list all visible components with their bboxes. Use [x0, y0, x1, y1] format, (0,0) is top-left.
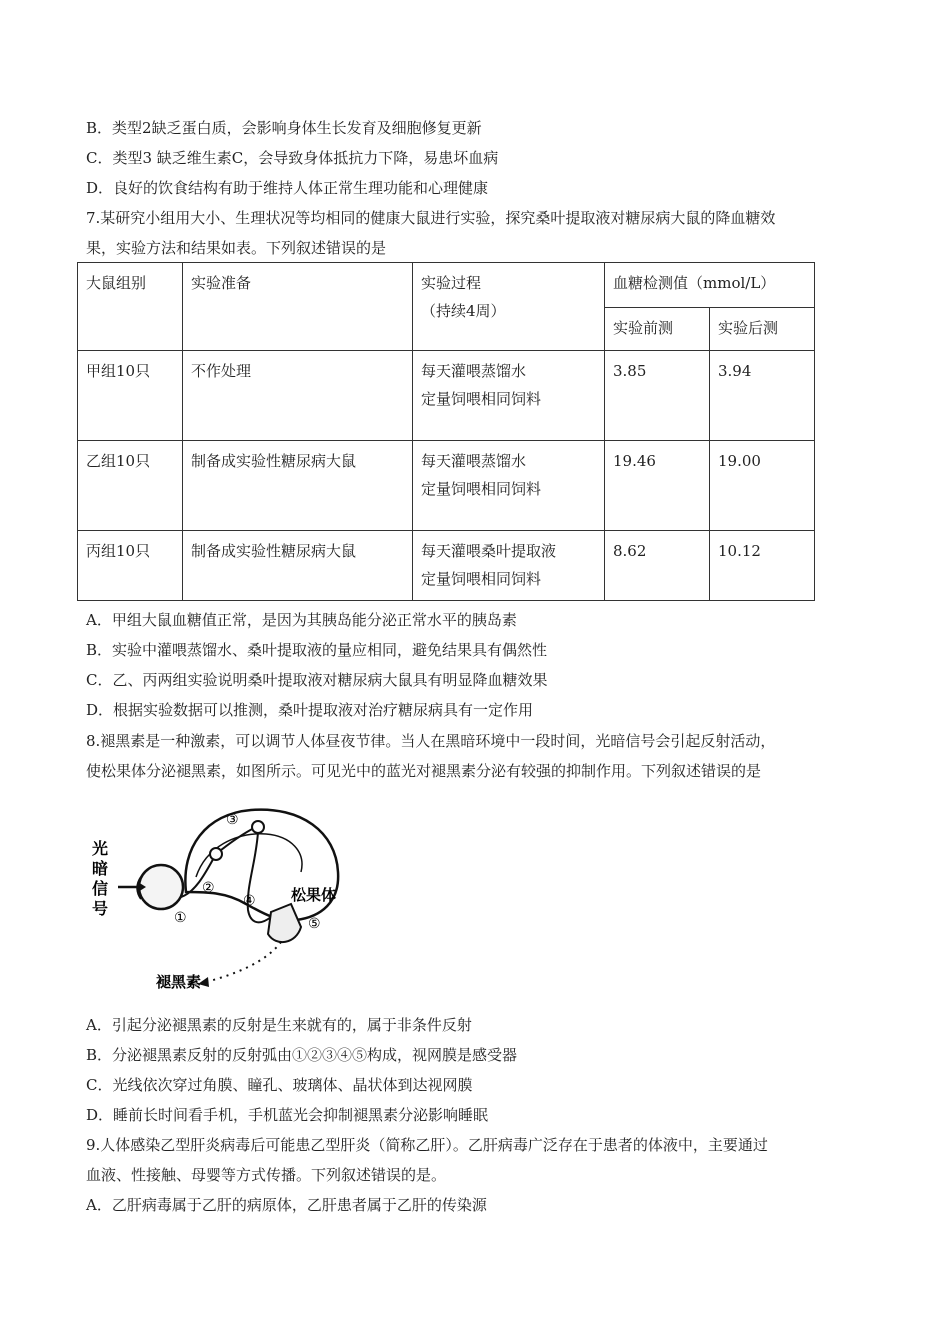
- q7-stem-line2: 果，实验方法和结果如表。下列叙述错误的是: [86, 239, 387, 257]
- cell-process-line1: 每天灌喂桑叶提取液: [421, 542, 557, 560]
- table-row: [78, 351, 815, 441]
- q8-option-a: A．引起分泌褪黑素的反射是生来就有的，属于非条件反射: [86, 1016, 472, 1034]
- header-process-note: （持续4周）: [421, 302, 506, 320]
- q9-stem-line1: 9.人体感染乙型肝炎病毒后可能患乙型肝炎（简称乙肝）。乙肝病毒广泛存在于患者的体液中，主要通过: [86, 1136, 768, 1154]
- reflex-diagram: [86, 792, 356, 1002]
- cell-prep: 制备成实验性糖尿病大鼠: [183, 441, 413, 531]
- table-row: [78, 441, 815, 531]
- label-3: ③: [226, 812, 239, 828]
- cell-process-line2: 定量饲喂相同饲料: [421, 390, 542, 408]
- cell-group: 丙组10只: [78, 531, 183, 601]
- q7-option-c: C．乙、丙两组实验说明桑叶提取液对糖尿病大鼠具有明显降血糖效果: [86, 671, 548, 689]
- cell-process: [413, 441, 605, 531]
- header-group: 大鼠组别: [78, 263, 183, 351]
- cell-process-line2: 定量饲喂相同饲料: [421, 570, 542, 588]
- cell-process: [413, 351, 605, 441]
- q7-stem-line1: 7.某研究小组用大小、生理状况等均相同的健康大鼠进行实验，探究桑叶提取液对糖尿病大鼠的降血糖效: [86, 209, 776, 227]
- cell-prep: 制备成实验性糖尿病大鼠: [183, 531, 413, 601]
- cell-process-line2: 定量饲喂相同饲料: [421, 480, 542, 498]
- pineal-body-shape: [268, 904, 301, 942]
- melatonin-reflex-figure: [86, 792, 356, 1002]
- cell-group: 甲组10只: [78, 351, 183, 441]
- signal-char-2: 暗: [92, 859, 109, 878]
- cell-process-line1: 每天灌喂蒸馏水: [421, 362, 527, 380]
- signal-char-3: 信: [92, 879, 109, 898]
- melatonin-trail: [206, 942, 281, 982]
- table-header-row: [78, 263, 815, 308]
- label-4: ④: [243, 893, 256, 909]
- table-row: [78, 531, 815, 601]
- q8-option-c: C．光线依次穿过角膜、瞳孔、玻璃体、晶状体到达视网膜: [86, 1076, 473, 1094]
- header-glucose: 血糖检测值（mmol/L）: [605, 263, 815, 308]
- pineal-label: 松果体: [291, 886, 337, 904]
- q8-stem-line1: 8.褪黑素是一种激素，可以调节人体昼夜节律。当人在黑暗环境中一段时间，光暗信号会引起反射活动，: [86, 732, 776, 750]
- neuron-node-1: [210, 848, 222, 860]
- cell-group: 乙组10只: [78, 441, 183, 531]
- cell-process-line1: 每天灌喂蒸馏水: [421, 452, 527, 470]
- cell-before: 19.46: [605, 441, 710, 531]
- cell-before: 8.62: [605, 531, 710, 601]
- q8-option-b: B．分泌褪黑素反射的反射弧由①②③④⑤构成，视网膜是感受器: [86, 1046, 518, 1064]
- option-d-q6: D．良好的饮食结构有助于维持人体正常生理功能和心理健康: [86, 179, 489, 197]
- option-b-q6: B．类型2缺乏蛋白质，会影响身体生长发育及细胞修复更新: [86, 119, 482, 137]
- label-5: ⑤: [308, 916, 321, 932]
- neuron-node-2: [252, 821, 264, 833]
- header-prep: 实验准备: [183, 263, 413, 351]
- header-after: 实验后测: [710, 308, 815, 351]
- experiment-table: [77, 262, 815, 601]
- q7-option-a: A．甲组大鼠血糖值正常，是因为其胰岛能分泌正常水平的胰岛素: [86, 611, 517, 629]
- label-1: ①: [174, 910, 187, 926]
- cell-after: 10.12: [710, 531, 815, 601]
- cell-after: 3.94: [710, 351, 815, 441]
- q8-option-d: D．睡前长时间看手机，手机蓝光会抑制褪黑素分泌影响睡眠: [86, 1106, 489, 1124]
- signal-char-1: 光: [92, 839, 109, 858]
- header-before: 实验前测: [605, 308, 710, 351]
- cell-process: [413, 531, 605, 601]
- cell-before: 3.85: [605, 351, 710, 441]
- q7-option-d: D．根据实验数据可以推测，桑叶提取液对治疗糖尿病具有一定作用: [86, 701, 534, 719]
- label-2: ②: [202, 880, 215, 896]
- cell-prep: 不作处理: [183, 351, 413, 441]
- melatonin-label: 褪黑素: [156, 973, 202, 991]
- option-c-q6: C．类型3 缺乏维生素C，会导致身体抵抗力下降，易患坏血病: [86, 149, 499, 167]
- header-process-label: 实验过程: [421, 274, 482, 292]
- header-process: [413, 263, 605, 351]
- q9-option-a: A．乙肝病毒属于乙肝的病原体，乙肝患者属于乙肝的传染源: [86, 1196, 487, 1214]
- q8-stem-line2: 使松果体分泌褪黑素，如图所示。可见光中的蓝光对褪黑素分泌有较强的抑制作用。下列叙述错误的是: [86, 762, 762, 780]
- signal-char-4: 号: [92, 899, 109, 918]
- cell-after: 19.00: [710, 441, 815, 531]
- q9-stem-line2: 血液、性接触、母婴等方式传播。下列叙述错误的是。: [86, 1166, 447, 1184]
- nerve-to-center: [216, 827, 256, 854]
- q7-option-b: B．实验中灌喂蒸馏水、桑叶提取液的量应相同，避免结果具有偶然性: [86, 641, 548, 659]
